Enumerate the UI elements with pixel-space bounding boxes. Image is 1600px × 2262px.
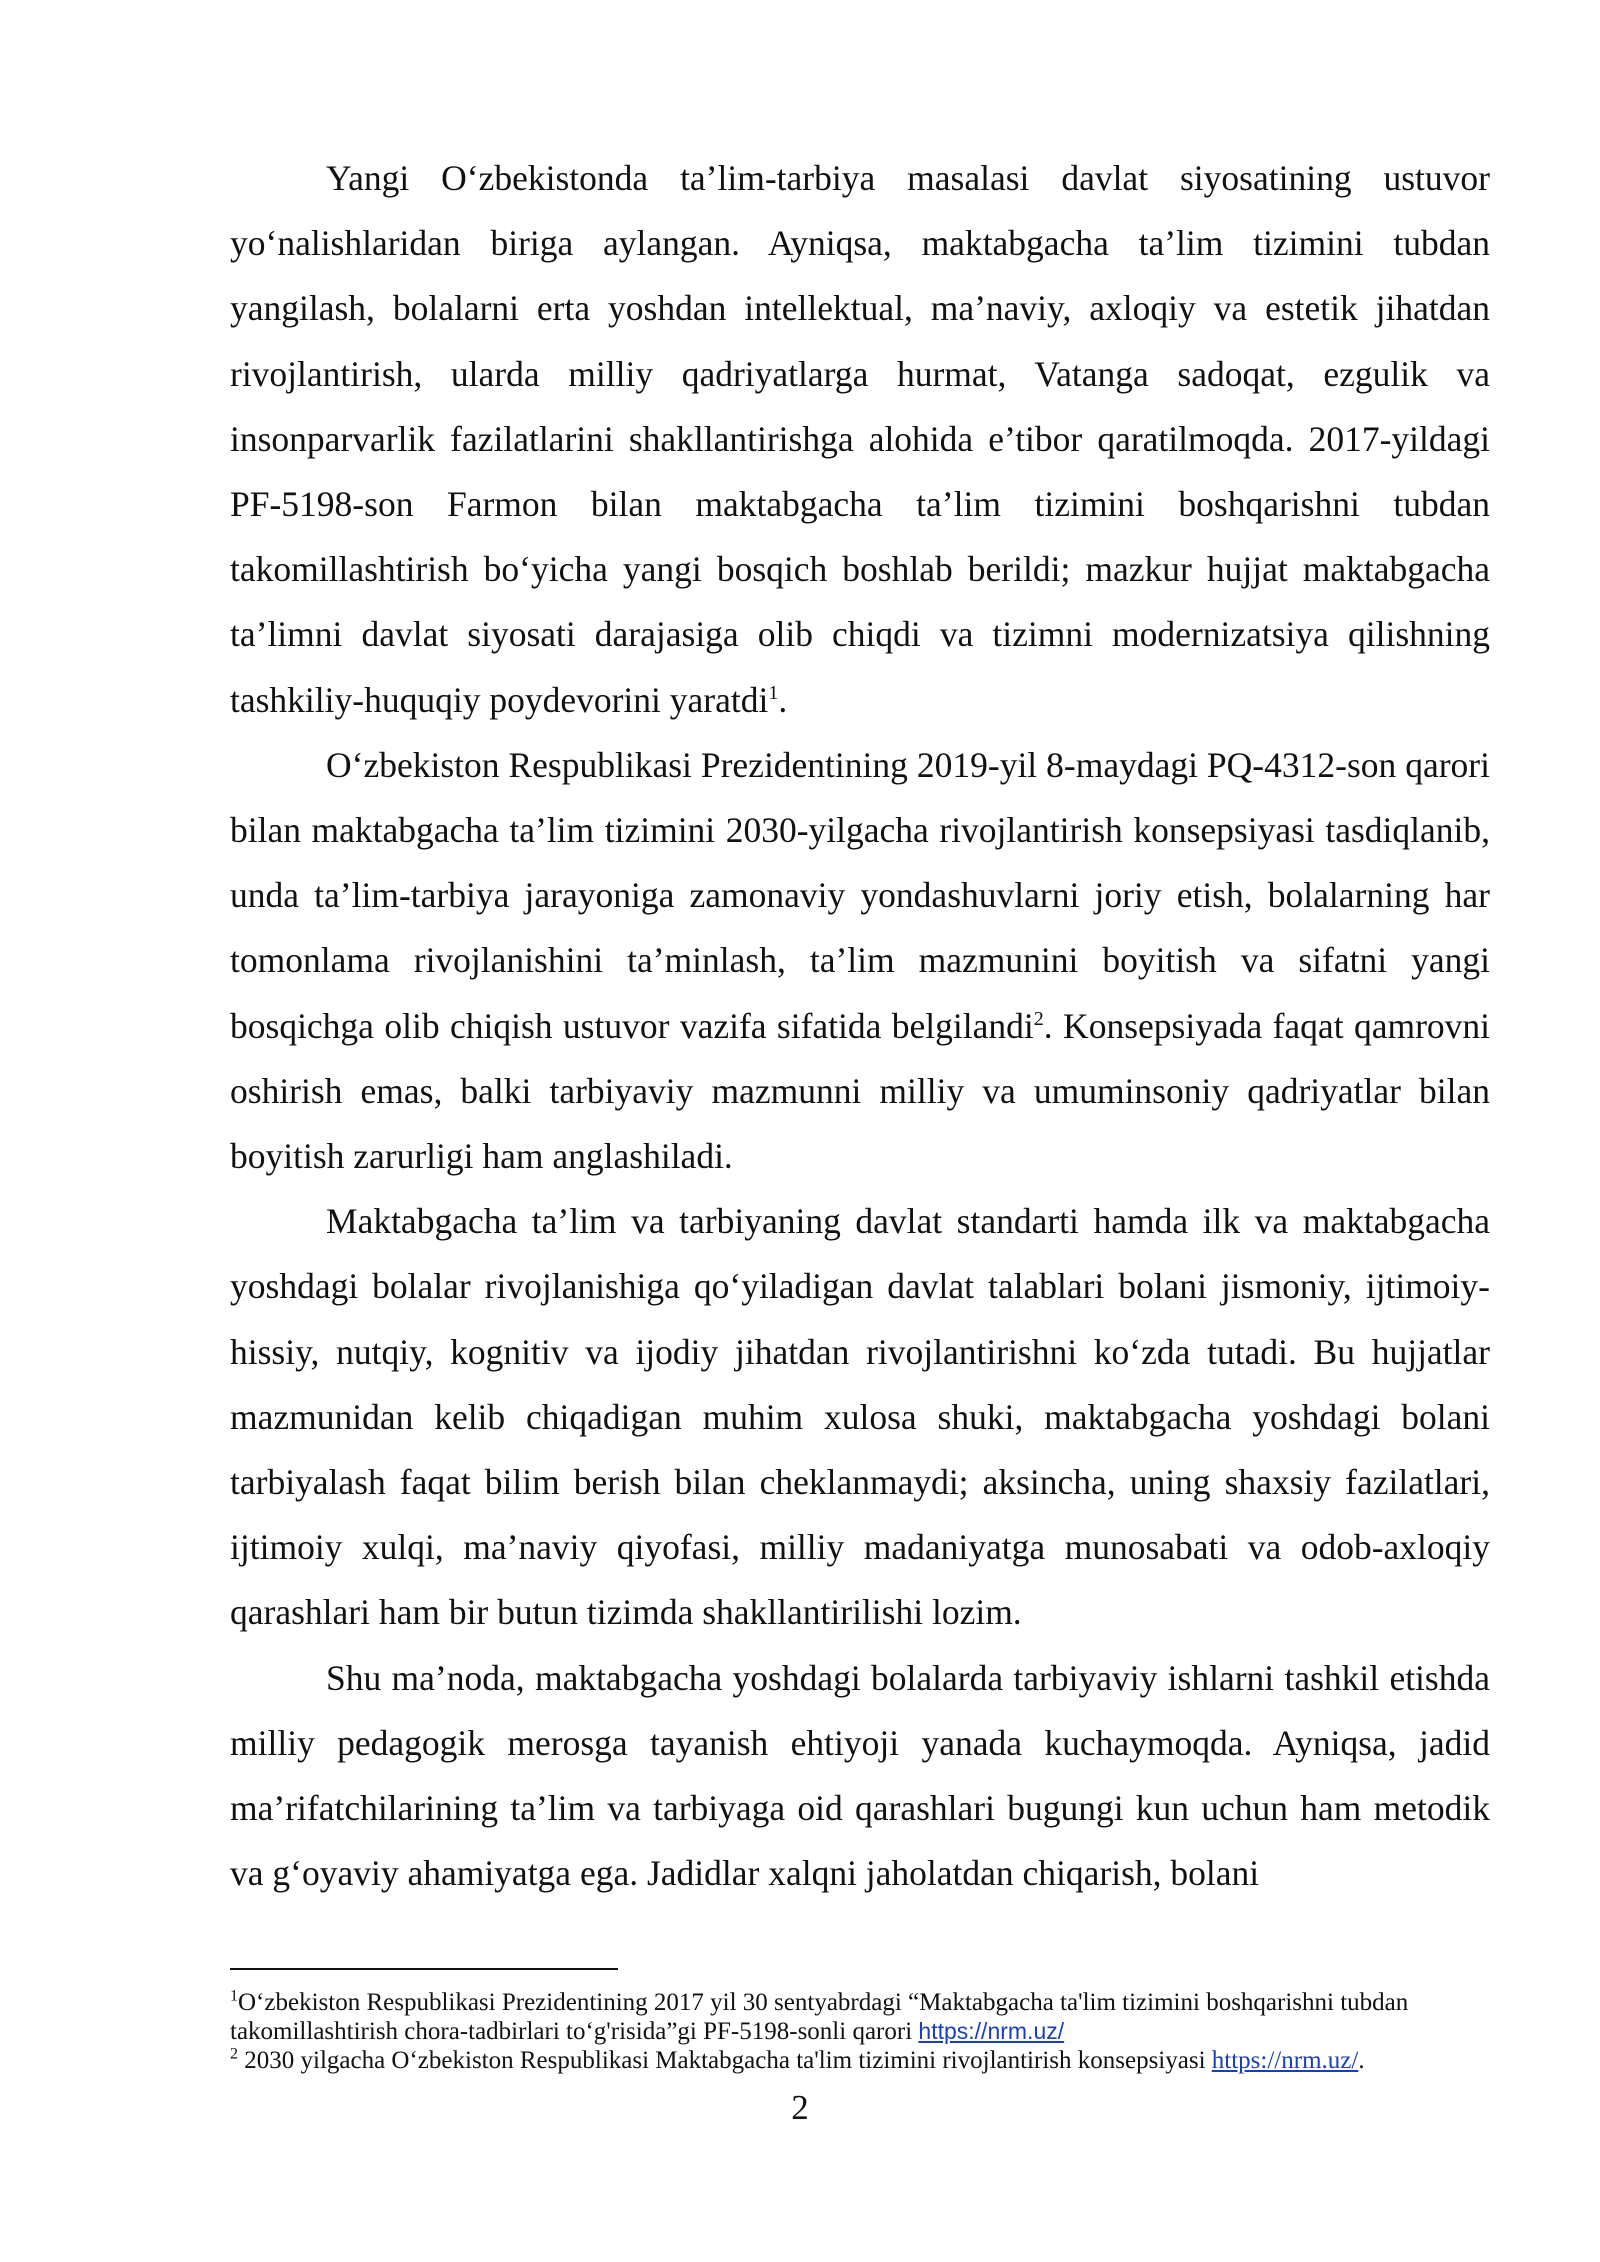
paragraph-4 [230,1646,1490,1907]
footnote-2-mark: 2 [230,2045,238,2063]
paragraph-3 [230,1189,1490,1645]
footnote-2-link[interactable]: https://nrm.uz/ [1211,2047,1359,2074]
paragraph-2-end: . Konsepsiyada faqat qamrovni oshirish emas, balki tarbiyaviy mazmunni milliy va umuminsoniy qadriyatlar bilan boyitish zarurligi ham anglashiladi. [230,1005,1491,1177]
paragraph-3-text: Maktabgacha ta’lim va tarbiyaning davlat standarti hamda ilk va maktabgacha yoshdagi bolalar rivojlanishiga qo‘yiladigan davlat talablari bolani jismoniy, ijtimoiy-hissiy, nutqiy, kognitiv va ijodiy jihatdan rivojlantirishni ko‘zda tutadi. Bu hujjatlar mazmunidan kelib chiqadigan muhim xulosa shuki, maktabgacha yoshdagi bolani tarbiyalash faqat bilim berish bilan cheklanmaydi; aksincha, uning shaxsiy fazilatlari, ijtimoiy xulqi, ma’naviy qiyofasi, milliy madaniyatga munosabati va odob-axloqiy qarashlari ham bir butun tizimda shakllantirilishi lozim. [230,1201,1490,1633]
footnote-1-mark: 1 [230,1987,238,2005]
footnote-2-text: 2030 yilgacha O‘zbekiston Respublikasi Maktabgacha ta'lim tizimini rivojlantirish konsepsiyasi [238,2047,1212,2074]
footnote-1 [230,1988,1490,2046]
footnote-separator [230,1968,618,1970]
page-number: 2 [791,2088,809,2127]
paragraph-1 [230,146,1490,733]
footnote-2 [230,2046,1490,2075]
paragraph-1-text: Yangi O‘zbekistonda ta’lim-tarbiya masalasi davlat siyosatining ustuvor yo‘nalishlaridan biriga aylangan. Ayniqsa, maktabgacha ta’lim tizimini tubdan yangilash, bolalarni erta yoshdan intellektual, ma’naviy, axloqiy va estetik jihatdan rivojlantirish, ularda milliy qadriyatlarga hurmat, Vatanga sadoqat, ezgulik va insonparvarlik fazilatlarini shakllantirishga alohida e’tibor qaratilmoqda. 2017-yildagi PF-5198-son Farmon bilan maktabgacha ta’lim tizimini boshqarishni tubdan takomillashtirish bo‘yicha yangi bosqich boshlab berildi; mazkur hujjat maktabgacha ta’limni davlat siyosati darajasiga olib chiqdi va tizimni modernizatsiya qilishning tashkiliy-huquqiy poydevorini yaratdi [230,158,1490,720]
body-text [230,146,1490,1906]
paragraph-4-text: Shu ma’noda, maktabgacha yoshdagi bolalarda tarbiyaviy ishlarni tashkil etishda milliy pedagogik merosga tayanish ehtiyoji yanada kuchaymoqda. Ayniqsa, jadid ma’rifatchilarining ta’lim va tarbiyaga oid qarashlari bugungi kun uchun ham metodik va g‘oyaviy ahamiyatga ega. Jadidlar xalqni jaholatdan chiqarish, bolani [230,1657,1490,1894]
paragraph-2-text: O‘zbekiston Respublikasi Prezidentining 2019-yil 8-maydagi PQ-4312-son qarori bilan maktabgacha ta’lim tizimini 2030-yilgacha rivojlantirish konsepsiyasi tasdiqlanib, unda ta’lim-tarbiya jarayoniga zamonaviy yondashuvlarni joriy etish, bolalarning har tomonlama rivojlanishini ta’minlash, ta’lim mazmunini boyitish va sifatni yangi bosqichga olib chiqish ustuvor vazifa sifatida belgilandi [230,744,1490,1046]
paragraph-1-end: . [778,679,788,720]
footnote-ref-1[interactable]: 1 [768,681,779,704]
paragraph-2 [230,733,1490,1189]
footnote-1-text: O‘zbekiston Respublikasi Prezidentining 2017 yil 30 sentyabrdagi “Maktabgacha ta'lim tizimini boshqarishni tubdan takomillashtirish chora-tadbirlari to‘g'risida”gi PF-5198-sonli qarori [230,1989,1409,2045]
footnotes [230,1988,1490,2075]
footnote-2-end: . [1358,2047,1365,2074]
footnote-ref-2[interactable]: 2 [1033,1007,1044,1030]
footnote-1-link[interactable]: https://nrm.uz/ [918,2018,1065,2044]
